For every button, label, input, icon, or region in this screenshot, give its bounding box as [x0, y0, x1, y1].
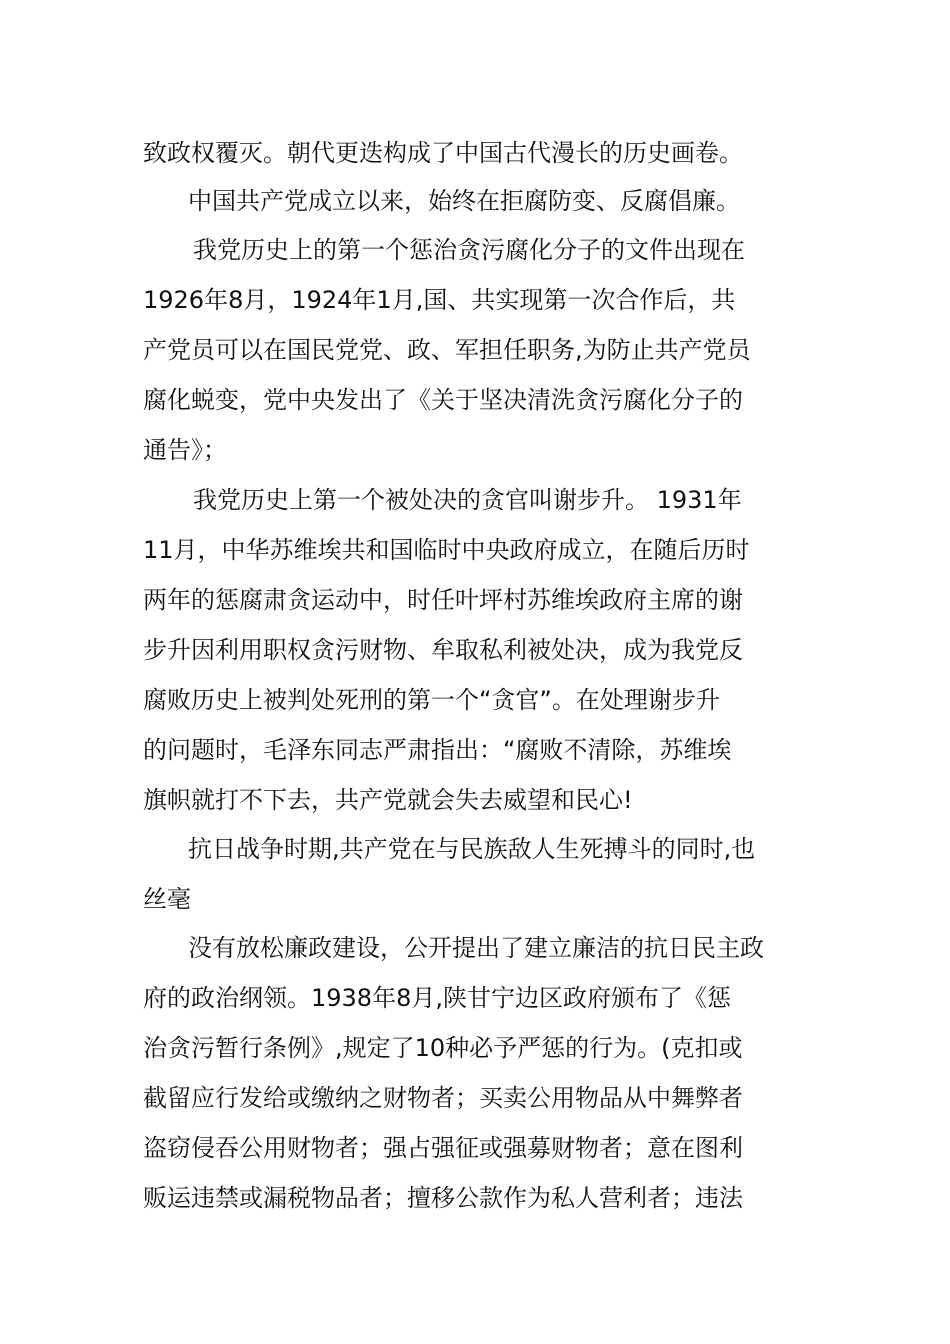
paragraph-first-line: 抗日战争时期,共产党在与民族敌人生死搏斗的同时,也	[188, 835, 756, 863]
text-line: 通告》；	[143, 436, 227, 464]
paragraph-first-line: 我党历史上的第一个惩治贪污腐化分子的文件出现在	[193, 236, 745, 264]
text-line: 产党员可以在国民党党、政、军担任职务,为防止共产党员	[143, 336, 751, 364]
text-line: 1926年8月，1924年1月,国、共实现第一次合作后，共	[143, 286, 736, 314]
paragraph-first-line: 中国共产党成立以来，始终在拒腐防变、反腐倡廉。	[188, 187, 740, 215]
text-line: 11月，中华苏维埃共和国临时中央政府成立，在随后历时	[143, 536, 750, 564]
text-line: 两年的惩腐肃贪运动中，时任叶坪村苏维埃政府主席的谢	[143, 586, 743, 614]
text-line: 治贪污暂行条例》,规定了10种必予严惩的行为。(克扣或	[143, 1034, 743, 1062]
text-line: 腐化蜕变，党中央发出了《关于坚决清洗贪污腐化分子的	[143, 386, 743, 414]
paragraph-first-line: 没有放松廉政建设，公开提出了建立廉洁的抗日民主政	[188, 934, 764, 962]
text-line: 府的政治纲领。1938年8月,陕甘宁边区政府颁布了《惩	[143, 984, 731, 1012]
text-line: 的问题时，毛泽东同志严肃指出：“腐败不清除，苏维埃	[143, 736, 732, 764]
text-line: 截留应行发给或缴纳之财物者；买卖公用物品从中舞弊者	[143, 1084, 743, 1112]
text-line: 旗帜就打不下去，共产党就会失去威望和民心!	[143, 786, 633, 814]
paragraph-first-line: 我党历史上第一个被处决的贪官叫谢步升。 1931年	[193, 486, 742, 514]
text-line: 致政权覆灭。朝代更迭构成了中国古代漫长的历史画卷。	[143, 139, 743, 167]
text-line: 腐败历史上被判处死刑的第一个“贪官”。在处理谢步升	[143, 686, 720, 714]
text-line: 贩运违禁或漏税物品者；擅移公款作为私人营利者；违法	[143, 1184, 743, 1212]
text-line: 步升因利用职权贪污财物、牟取私利被处决，成为我党反	[143, 636, 743, 664]
text-line: 丝毫	[143, 885, 191, 913]
text-line: 盗窃侵吞公用财物者；强占强征或强募财物者；意在图利	[143, 1134, 743, 1162]
